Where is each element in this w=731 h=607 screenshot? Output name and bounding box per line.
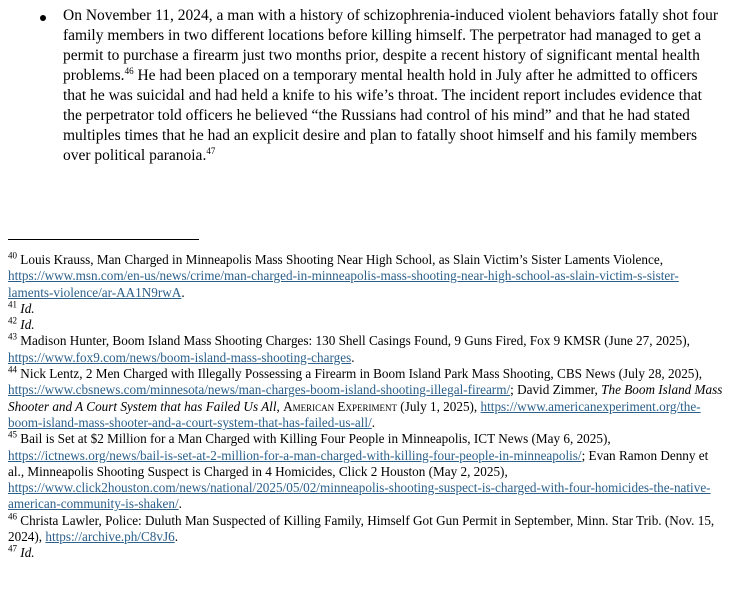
bullet-icon	[40, 15, 46, 21]
footnote-text: Id.	[20, 317, 35, 333]
footnote-link[interactable]: https://archive.ph/C8vJ6	[45, 529, 175, 545]
footnote-tail: .	[178, 496, 182, 512]
footnote-separator	[8, 239, 199, 240]
footnote-link[interactable]: https://www.msn.com/en-us/news/crime/man-charged-in-minneapolis-mass-shooting-near-high-school-as-slain-victim-s-sister-laments-violence/ar-AA1N9rwA	[8, 268, 679, 300]
footnote-text: Madison Hunter, Boom Island Mass Shooting Charges: 130 Shell Casings Found, 9 Guns Fired, Fox 9 KMSR (June 27, 2025),	[20, 333, 690, 349]
footnote-number: 40	[8, 250, 17, 261]
footnote-47	[8, 545, 724, 561]
footnote-number: 42	[8, 315, 17, 326]
footnote-text: Id.	[20, 545, 35, 561]
footnote-tail: .	[174, 529, 178, 545]
footnote-number: 46	[8, 511, 17, 522]
footnote-tail: .	[371, 414, 376, 430]
footnote-number: 47	[8, 543, 17, 554]
footnote-link[interactable]: https://www.cbsnews.com/minnesota/news/man-charges-boom-island-shooting-illegal-firearm/	[8, 382, 511, 398]
footnote-text: Nick Lentz, 2 Men Charged with Illegally Possessing a Firearm in Boom Island Park Mass Shooting, CBS News (July 28, 2025),	[20, 366, 703, 382]
footnote-link[interactable]: https://ictnews.org/news/bail-is-set-at-2-million-for-a-man-charged-with-killing-four-people-in-minneapolis/	[8, 447, 582, 463]
footnote-text: Id.	[20, 300, 35, 316]
footnote-text: (July 1, 2025),	[397, 398, 481, 414]
footnote-41	[8, 301, 724, 317]
bullet-part-2: He had been placed on a temporary mental health hold in July after he admitted to officers that he was suicidal and had held a knife to his wife’s throat. The incident report includes evidence that the perpetrator told officers he believed “the Russians had control of his mind” and that he had stated multiples times that he had an explicit desire and plan to fatally shoot himself and his family members over political paranoia.	[63, 67, 702, 164]
footnote-44	[8, 366, 724, 431]
bullet-text	[63, 6, 724, 166]
footnotes-section	[8, 252, 724, 562]
footnote-text: Louis Krauss, Man Charged in Minneapolis Mass Shooting Near High School, as Slain Victim’s Sister Laments Violence,	[20, 252, 664, 267]
footnote-ref-46[interactable]: 46	[124, 65, 134, 76]
footnote-46	[8, 513, 724, 546]
footnote-link[interactable]: https://www.click2houston.com/news/national/2025/05/02/minneapolis-shooting-suspect-is-charged-with-four-homicides-the-native-american-community-is-shaken/	[8, 480, 711, 512]
footnote-text: Bail is Set at $2 Million for a Man Charged with Killing Four People in Minneapolis, ICT News (May 6, 2025),	[20, 431, 611, 447]
footnote-40	[8, 252, 724, 301]
footnote-text: Christa Lawler, Police: Duluth Man Suspected of Killing Family, Himself Got Gun Permit in September, Minn. Star Trib. (Nov. 15, 2024),	[8, 512, 715, 545]
footnote-text: ,	[276, 398, 284, 414]
footnote-article-title: The Boom Island Mass Shooter and A Court System that has Failed Us All	[8, 382, 723, 414]
footnote-tail: .	[351, 349, 355, 365]
footnote-ref-47[interactable]: 47	[206, 145, 216, 156]
footnote-42	[8, 317, 724, 333]
footnote-link[interactable]: https://www.fox9.com/news/boom-island-mass-shooting-charges	[8, 349, 352, 365]
footnote-link[interactable]: https://www.americanexperiment.org/the-boom-island-mass-shooter-and-a-court-system-that-has-failed-us-all/	[8, 398, 701, 430]
footnote-publication: American Experiment	[283, 398, 397, 414]
footnote-45	[8, 431, 724, 512]
footnote-number: 45	[8, 429, 17, 440]
footnote-43	[8, 333, 724, 366]
footnote-number: 43	[8, 332, 17, 343]
bullet-part-1: On November 11, 2024, a man with a history of schizophrenia-induced violent behaviors fatally shot four family members in two different locations before killing himself. The perpetrator had managed to get a permit to purchase a firearm just two months prior, despite a recent history of significant mental health problems.	[63, 7, 718, 84]
footnote-number: 41	[8, 299, 17, 310]
footnote-number: 44	[8, 364, 17, 375]
footnote-text: ; Evan Ramon Denny et al., Minneapolis Shooting Suspect is Charged in 4 Homicides, Click 2 Houston (May 2, 2025),	[8, 447, 709, 479]
footnote-tail: .	[181, 284, 185, 300]
footnote-text: ; David Zimmer,	[510, 382, 602, 398]
